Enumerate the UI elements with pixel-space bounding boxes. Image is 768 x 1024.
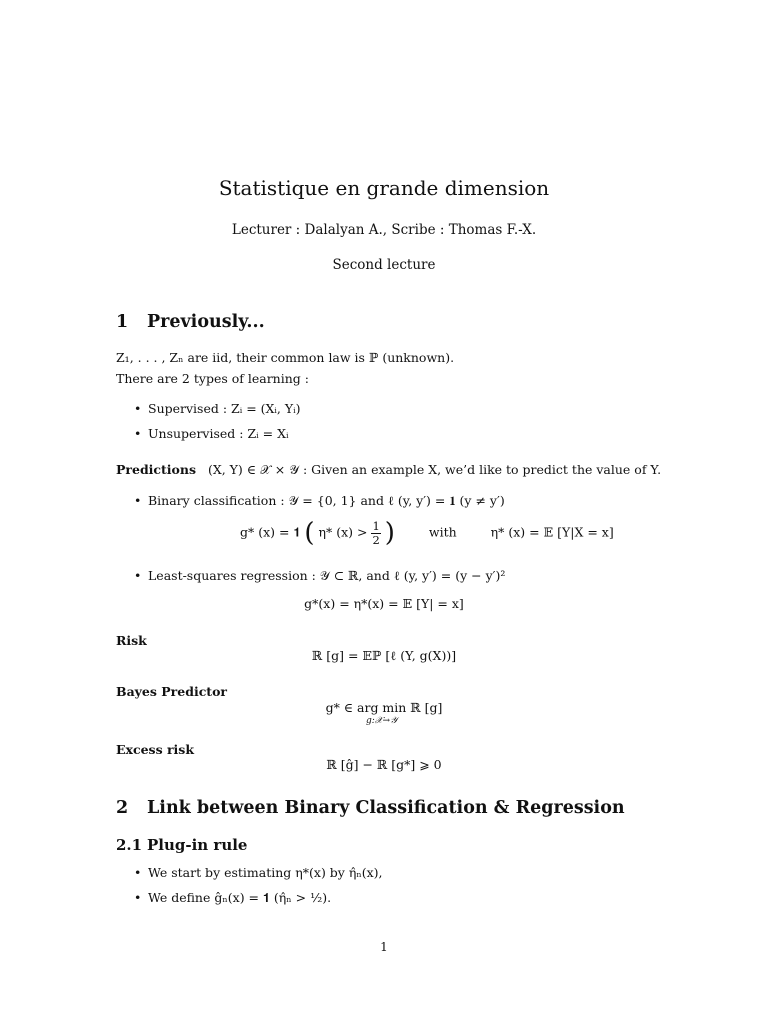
- right-paren: ): [384, 518, 395, 549]
- page-number: 1: [380, 940, 388, 954]
- list-item: [134, 426, 289, 441]
- list-item-text: We start by estimating η*(x) by η̂ₙ(x),: [148, 865, 383, 880]
- equation-part: η* (x) >: [318, 524, 368, 540]
- list-item: [134, 890, 331, 906]
- equation-connector: with: [428, 524, 457, 540]
- bullet-icon: •: [134, 493, 142, 508]
- list-item: [134, 493, 505, 509]
- paragraph-line: There are 2 types of learning :: [116, 371, 309, 386]
- excess-risk-label: Excess risk: [116, 742, 195, 757]
- fraction: [371, 520, 380, 546]
- fraction-denominator: 2: [372, 532, 380, 547]
- equation-part: η* (x) = 𝔼 [Y|X = x]: [490, 524, 614, 540]
- equation-excess-risk: ℝ [ĝ] − ℝ [g*] ⩾ 0: [326, 757, 442, 772]
- list-item-text: Binary classification : 𝒴 = {0, 1} and ℓ (y, y′) = 𝟏 (y ≠ y′): [148, 493, 505, 508]
- bullet-icon: •: [134, 865, 142, 880]
- subsection-title: Plug-in rule: [147, 836, 248, 854]
- bullet-icon: •: [134, 890, 142, 905]
- equation-part: g* ∈ arg min ℝ [g]: [325, 700, 443, 715]
- equation-regression-function: g*(x) = η*(x) = 𝔼 [Y| = x]: [304, 596, 464, 611]
- paragraph-text: (X, Y) ∈ 𝒳 × 𝒴 : Given an example X, we’d like to predict the value of Y.: [207, 462, 662, 477]
- bullet-icon: •: [134, 401, 142, 416]
- fraction-numerator: 1: [372, 519, 380, 533]
- paragraph-line: Z₁, . . . , Zₙ are iid, their common law is ℙ (unknown).: [116, 350, 455, 365]
- equation-subscript: g:𝒳→𝒴: [366, 716, 398, 726]
- equation-bayes-predictor: [0, 700, 768, 715]
- list-item-text: Least-squares regression : 𝒴 ⊂ ℝ, and ℓ (y, y′) = (y − y′)²: [148, 568, 506, 583]
- section-title: Previously...: [147, 312, 265, 332]
- document-title: Statistique en grande dimension: [218, 176, 550, 200]
- bullet-icon: •: [134, 568, 142, 583]
- section-number: 1: [116, 312, 129, 332]
- authors-line: Lecturer : Dalalyan A., Scribe : Thomas F.-X.: [231, 222, 537, 238]
- list-item: [134, 568, 505, 584]
- paragraph-label: Predictions: [116, 462, 197, 477]
- section-1-heading: [116, 312, 265, 332]
- bayes-label: Bayes Predictor: [116, 684, 228, 699]
- left-paren: (: [304, 518, 315, 549]
- lecture-label: Second lecture: [332, 257, 436, 273]
- list-item-text: We define ĝₙ(x) = 𝟏 (η̂ₙ > ½).: [148, 890, 332, 905]
- section-title: Link between Binary Classification & Regression: [147, 798, 625, 818]
- bullet-icon: •: [134, 426, 142, 441]
- equation-bayes-classifier: [240, 518, 614, 549]
- subsection-heading: [116, 836, 247, 854]
- equation-part: g* (x) = 𝟏: [240, 524, 301, 540]
- section-2-heading: [116, 798, 625, 818]
- list-item: [134, 865, 383, 880]
- list-item: [134, 401, 301, 416]
- subsection-number: 2.1: [116, 836, 143, 854]
- section-number: 2: [116, 798, 129, 818]
- list-item-text: Supervised : Zᵢ = (Xᵢ, Yᵢ): [148, 401, 301, 416]
- list-item-text: Unsupervised : Zᵢ = Xᵢ: [148, 426, 289, 441]
- predictions-paragraph: [116, 462, 661, 478]
- equation-risk: ℝ [g] = 𝔼ℙ [ℓ (Y, g(X))]: [311, 648, 457, 663]
- risk-label: Risk: [116, 633, 147, 648]
